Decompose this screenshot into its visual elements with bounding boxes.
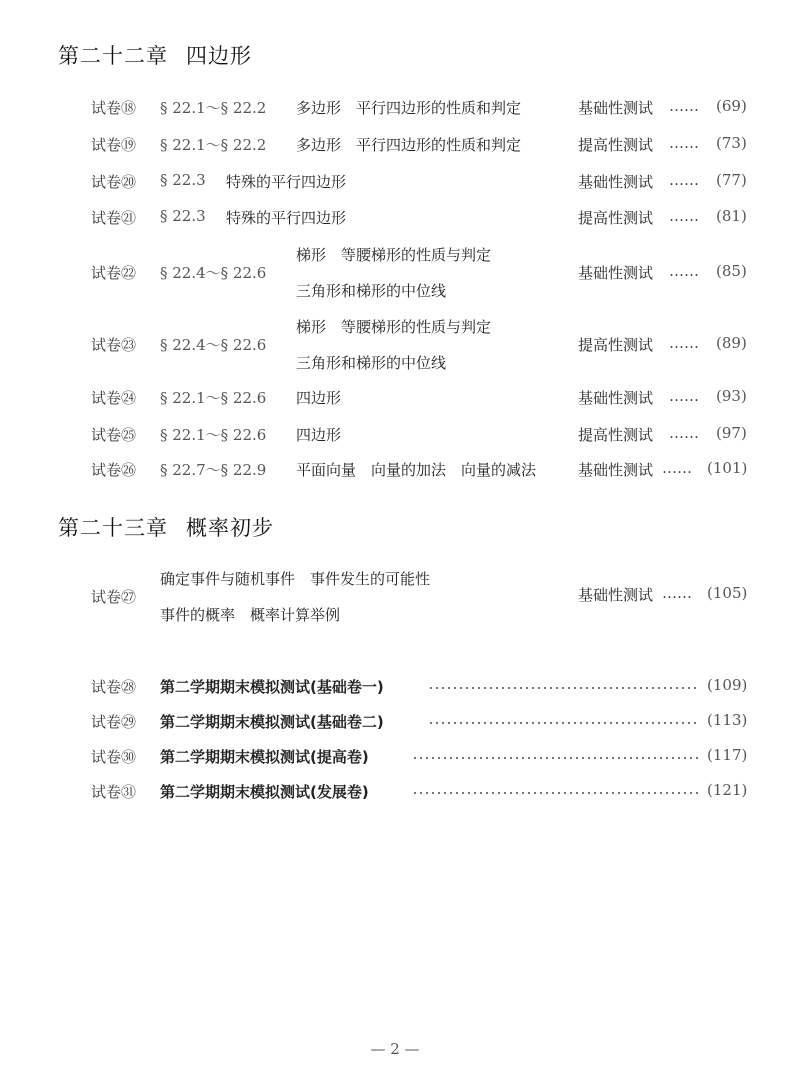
test-level: 基础性测试 [578, 461, 654, 479]
page-number: (93) [716, 387, 747, 405]
leader-dots: …… [662, 584, 692, 602]
exam-title: 第二学期期末模拟测试(提高卷) [160, 748, 369, 766]
topic-title: 四边形 [296, 426, 342, 444]
paper-label: 试卷㉘ [91, 678, 137, 696]
paper-label: 试卷㉒ [91, 264, 137, 282]
section-range: § 22.7～§ 22.9 [160, 461, 267, 479]
topic-title-line-1: 确定事件与随机事件 事件发生的可能性 [160, 570, 431, 588]
section-range: § 22.3 [160, 171, 206, 189]
leader-dots: …… [669, 387, 699, 405]
topic-title: 四边形 [296, 389, 342, 407]
topic-title: 特殊的平行四边形 [226, 173, 347, 191]
page-number: (109) [707, 676, 748, 694]
page-number: (69) [716, 97, 747, 115]
leader-dots [428, 722, 698, 724]
page-number: (117) [707, 746, 748, 764]
test-level: 基础性测试 [578, 586, 654, 604]
test-level: 基础性测试 [578, 389, 654, 407]
footer-page-number: — 2 — [370, 1040, 420, 1058]
topic-title-line-2: 三角形和梯形的中位线 [296, 282, 447, 300]
section-range: § 22.1～§ 22.2 [160, 136, 267, 154]
topic-title-line-1: 梯形 等腰梯形的性质与判定 [296, 246, 492, 264]
topic-title: 多边形 平行四边形的性质和判定 [296, 99, 522, 117]
chapter-23-heading [58, 512, 274, 542]
chapter-number: 第二十三章 [58, 516, 168, 540]
page-number: (97) [716, 424, 747, 442]
paper-label: 试卷⑳ [91, 173, 137, 191]
topic-title-line-2: 事件的概率 概率计算举例 [160, 606, 341, 624]
topic-title-line-2: 三角形和梯形的中位线 [296, 354, 447, 372]
chapter-22-heading [58, 40, 252, 70]
test-level: 提高性测试 [578, 336, 654, 354]
paper-label: 试卷㉗ [91, 588, 137, 606]
leader-dots: …… [669, 171, 699, 189]
test-level: 提高性测试 [578, 426, 654, 444]
test-level: 提高性测试 [578, 136, 654, 154]
section-range: § 22.1～§ 22.6 [160, 426, 267, 444]
topic-title: 多边形 平行四边形的性质和判定 [296, 136, 522, 154]
paper-label: 试卷㉓ [91, 336, 137, 354]
section-range: § 22.1～§ 22.2 [160, 99, 267, 117]
section-range: § 22.4～§ 22.6 [160, 264, 267, 282]
topic-title-line-1: 梯形 等腰梯形的性质与判定 [296, 318, 492, 336]
paper-label: 试卷㉔ [91, 389, 137, 407]
leader-dots: …… [669, 97, 699, 115]
paper-label: 试卷㉛ [91, 783, 137, 801]
test-level: 基础性测试 [578, 99, 654, 117]
page-number: (113) [707, 711, 748, 729]
exam-title: 第二学期期末模拟测试(发展卷) [160, 783, 369, 801]
paper-label: 试卷⑱ [91, 99, 137, 117]
test-level: 提高性测试 [578, 209, 654, 227]
leader-dots: …… [669, 262, 699, 280]
leader-dots [412, 792, 698, 794]
page-number: (105) [707, 584, 748, 602]
page-number: (89) [716, 334, 747, 352]
page-number: (81) [716, 207, 747, 225]
exam-title: 第二学期期末模拟测试(基础卷一) [160, 678, 384, 696]
chapter-title: 四边形 [186, 44, 252, 68]
exam-title: 第二学期期末模拟测试(基础卷二) [160, 713, 384, 731]
leader-dots: …… [669, 207, 699, 225]
page-number: (85) [716, 262, 747, 280]
topic-title: 特殊的平行四边形 [226, 209, 347, 227]
leader-dots: …… [669, 134, 699, 152]
chapter-number: 第二十二章 [58, 44, 168, 68]
section-range: § 22.1～§ 22.6 [160, 389, 267, 407]
paper-label: 试卷⑲ [91, 136, 137, 154]
topic-title: 平面向量 向量的加法 向量的减法 [296, 461, 537, 479]
paper-label: 试卷㉚ [91, 748, 137, 766]
page-number: (121) [707, 781, 748, 799]
paper-label: 试卷㉙ [91, 713, 137, 731]
leader-dots [412, 757, 698, 759]
chapter-title: 概率初步 [186, 516, 274, 540]
leader-dots: …… [662, 459, 692, 477]
section-range: § 22.4～§ 22.6 [160, 336, 267, 354]
test-level: 基础性测试 [578, 264, 654, 282]
leader-dots: …… [669, 424, 699, 442]
test-level: 基础性测试 [578, 173, 654, 191]
page-number: (101) [707, 459, 748, 477]
page-number: (77) [716, 171, 747, 189]
section-range: § 22.3 [160, 207, 206, 225]
leader-dots: …… [669, 334, 699, 352]
paper-label: 试卷㉕ [91, 426, 137, 444]
page-number: (73) [716, 134, 747, 152]
leader-dots [428, 687, 698, 689]
paper-label: 试卷㉑ [91, 209, 137, 227]
paper-label: 试卷㉖ [91, 461, 137, 479]
